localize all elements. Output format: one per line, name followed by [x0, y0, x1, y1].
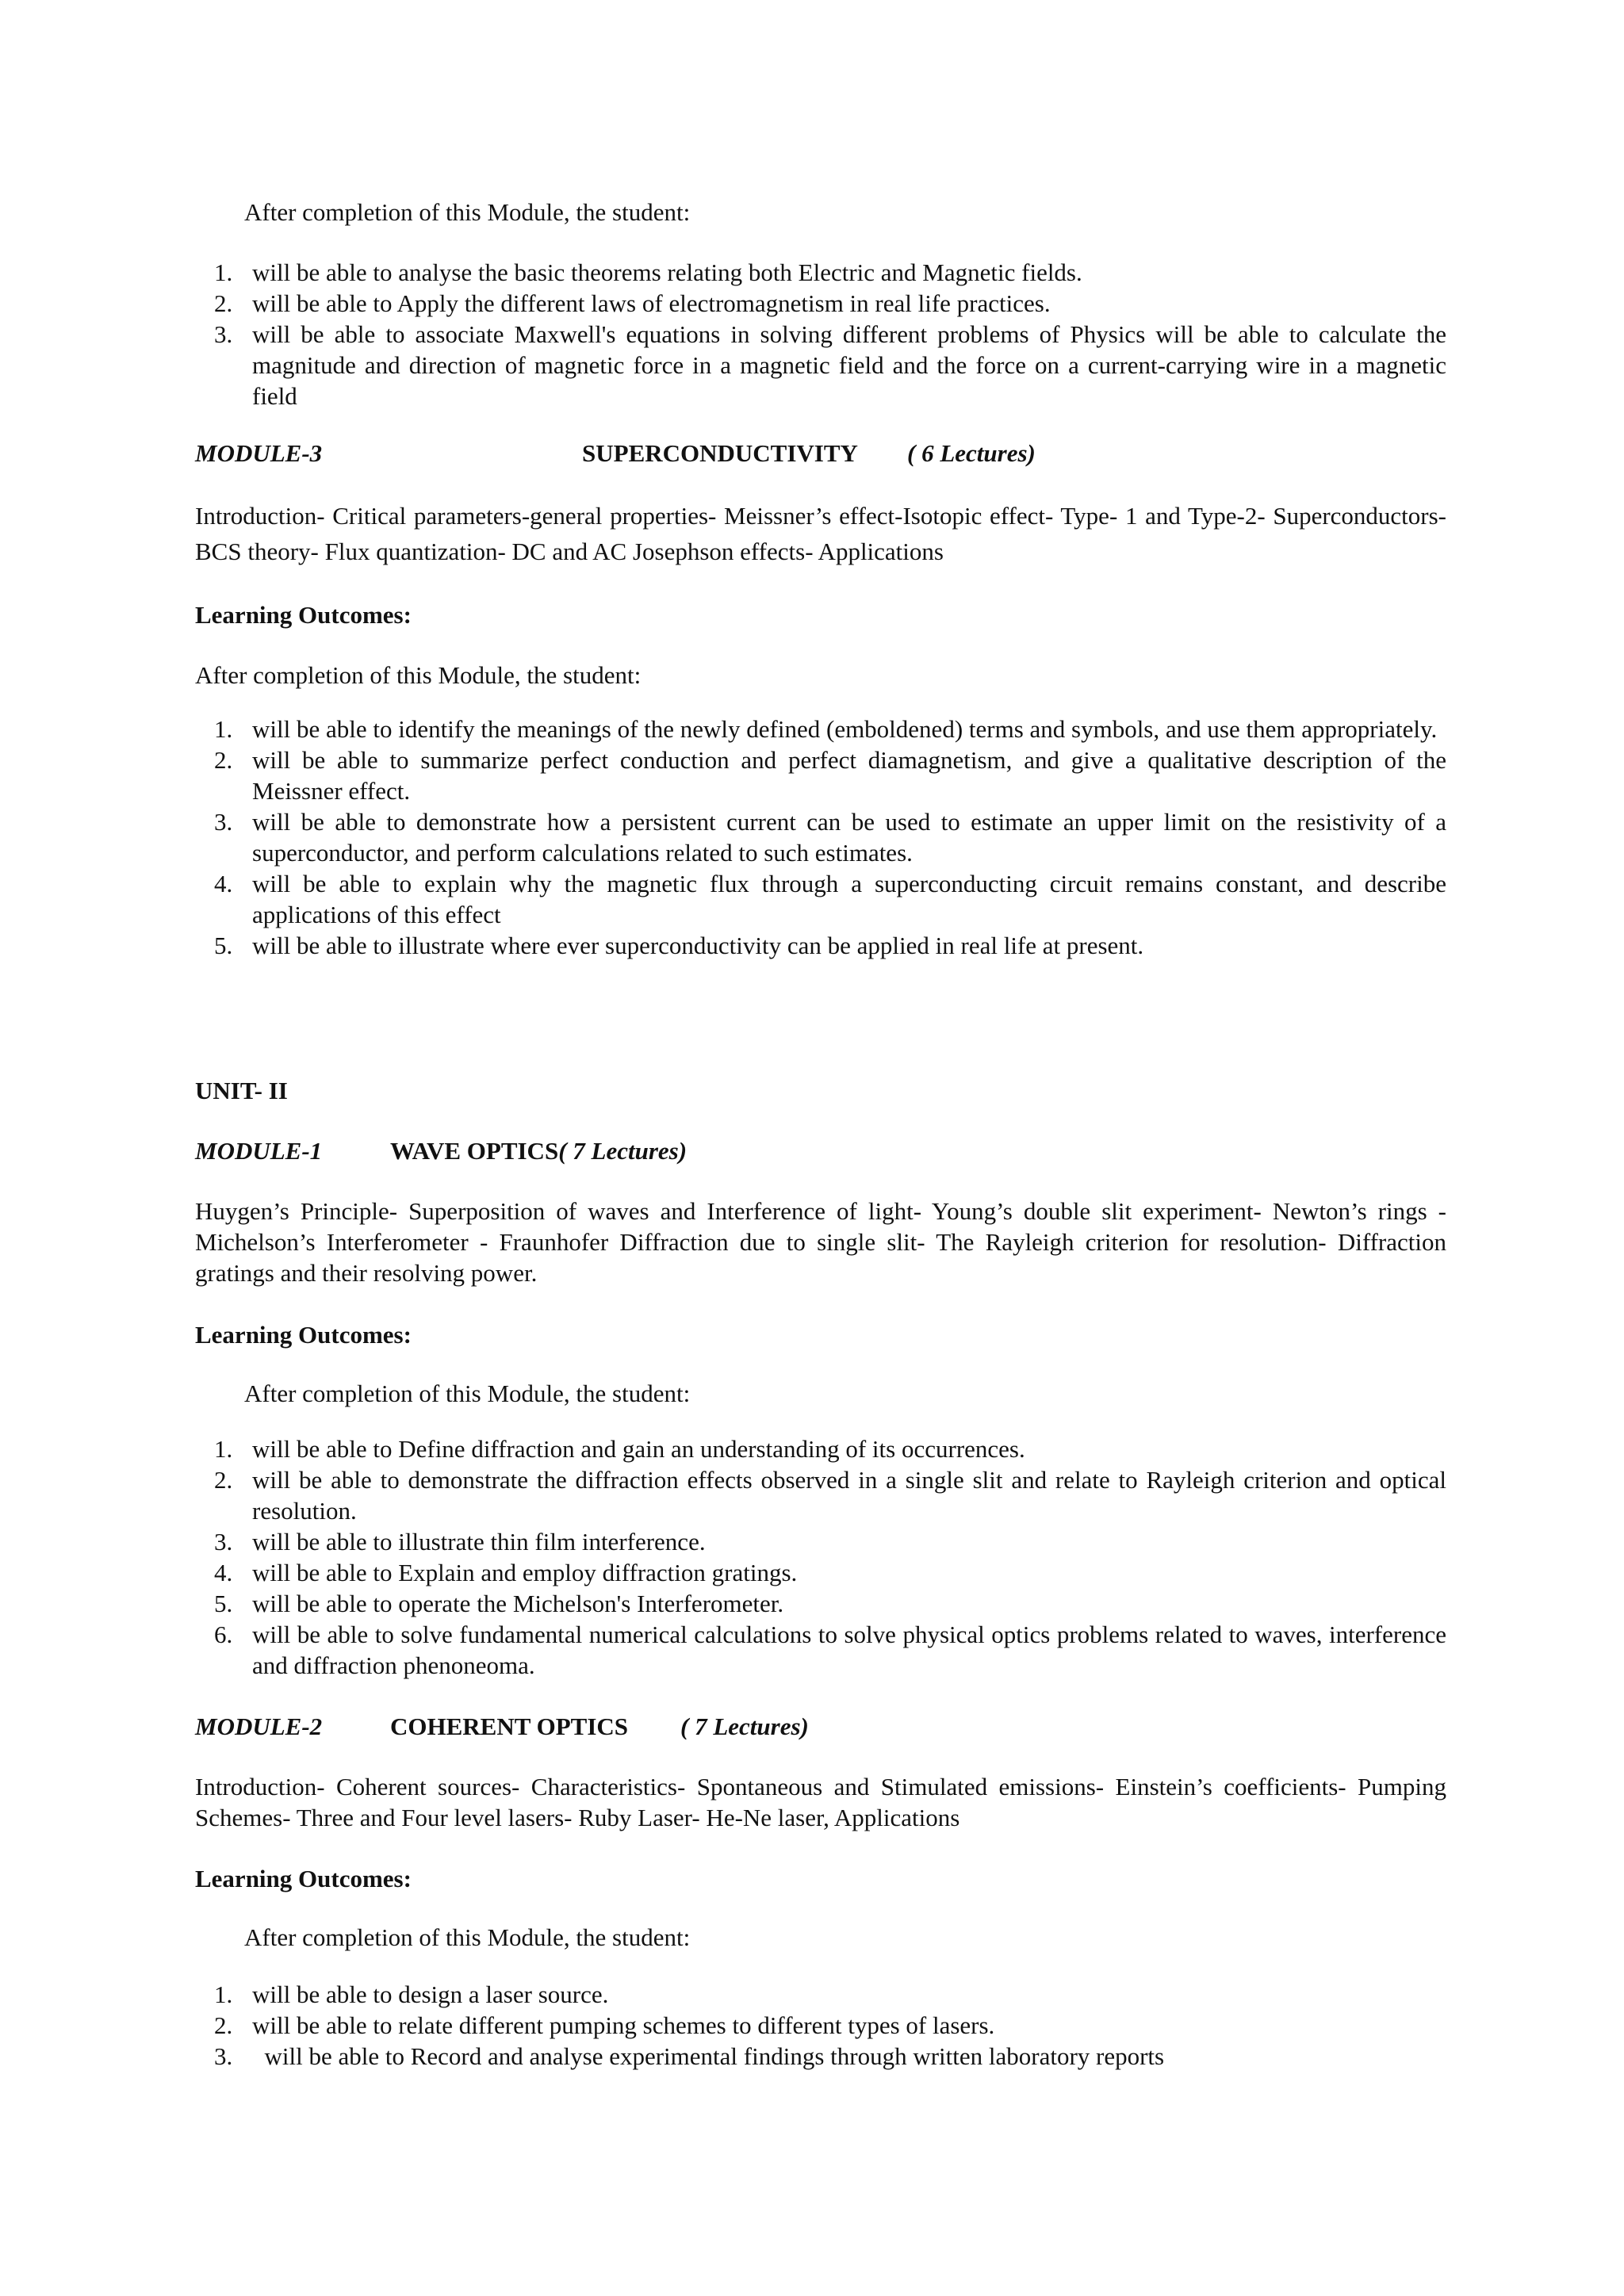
unit-heading: UNIT- II	[195, 1077, 288, 1104]
module-3-outcomes-heading: Learning Outcomes:	[195, 601, 412, 629]
module-3-intro-text: After completion of this Module, the student:	[195, 661, 642, 689]
list-item: 3. will be able to associate Maxwell's equations in solving different problems of Physics will be able to calculate the magnitude and direction of magnetic force in a magnetic field and the force on a current-carrying wire in a magnetic field	[214, 320, 1446, 410]
list-item: 4. will be able to Explain and employ diffraction gratings.	[214, 1559, 798, 1586]
module-3-label: MODULE-3	[195, 439, 323, 467]
module-2-label: MODULE-2	[195, 1712, 323, 1740]
module-2-heading	[195, 1711, 1446, 1742]
module-3-content: Introduction- Critical parameters-general properties- Meissner’s effect-Isotopic effect- Type- 1 and Type-2- Superconductors- BCS theory- Flux quantization- DC and AC Josephson effects- Applications	[195, 502, 1446, 565]
list-item: 1. will be able to design a laser source.	[214, 1980, 609, 2008]
list-item: 5. will be able to illustrate where ever superconductivity can be applied in real life at present.	[214, 932, 1144, 959]
module-1-outcomes-list	[195, 1433, 1446, 1681]
list-item: 6. will be able to solve fundamental numerical calculations to solve physical optics problems related to waves, interference and diffraction phenoneoma.	[214, 1621, 1446, 1679]
module-1-intro-text: After completion of this Module, the student:	[244, 1380, 691, 1407]
module-2-lectures: ( 7 Lectures)	[680, 1712, 809, 1740]
list-item: 2. will be able to summarize perfect conduction and perfect diamagnetism, and give a qualitative description of the Meissner effect.	[214, 746, 1446, 805]
module-3-heading	[195, 438, 1446, 469]
list-item: 2. will be able to demonstrate the diffraction effects observed in a single slit and relate to Rayleigh criterion and optical resolution.	[214, 1466, 1446, 1525]
module-3-outcomes-list	[195, 714, 1446, 961]
list-item: 1. will be able to analyse the basic theorems relating both Electric and Magnetic fields.	[214, 258, 1082, 286]
list-item: 1. will be able to Define diffraction and gain an understanding of its occurrences.	[214, 1435, 1025, 1463]
module-2-outcomes-list	[195, 1979, 1446, 2072]
module-intro-text: After completion of this Module, the student:	[244, 198, 691, 226]
module-1-label: MODULE-1	[195, 1137, 323, 1165]
outcomes-list-previous-module	[195, 257, 1446, 411]
module-1-content: Huygen’s Principle- Superposition of waves and Interference of light- Young’s double slit experiment- Newton’s rings -Michelson’s Interferometer - Fraunhofer Diffraction due to single slit- The Rayleigh criterion for resolution- Diffraction gratings and their resolving power.	[195, 1197, 1446, 1287]
module-2-content: Introduction- Coherent sources- Characteristics- Spontaneous and Stimulated emissions- Einstein’s coefficients- Pumping Schemes- Three and Four level lasers- Ruby Laser- He-Ne laser, Applications	[195, 1773, 1446, 1831]
list-item: 2. will be able to Apply the different laws of electromagnetism in real life practices.	[214, 289, 1051, 317]
list-item: 3. will be able to demonstrate how a persistent current can be used to estimate an upper limit on the resistivity of a superconductor, and perform calculations related to such estimates.	[214, 808, 1446, 867]
module-3-title: SUPERCONDUCTIVITY	[582, 439, 858, 467]
module-1-outcomes-heading: Learning Outcomes:	[195, 1321, 412, 1349]
module-1-heading	[195, 1135, 1446, 1166]
list-item: 3. will be able to Record and analyse experimental findings through written laboratory reports	[214, 2042, 1165, 2070]
module-2-title: COHERENT OPTICS	[390, 1712, 629, 1740]
module-3-lectures: ( 6 Lectures)	[907, 439, 1036, 467]
list-item: 1. will be able to identify the meanings of the newly defined (emboldened) terms and symbols, and use them appropriately.	[214, 715, 1438, 743]
module-1-lectures: ( 7 Lectures)	[558, 1137, 688, 1165]
module-1-title: WAVE OPTICS	[390, 1137, 559, 1165]
list-item: 3. will be able to illustrate thin film interference.	[214, 1528, 706, 1556]
module-2-intro-text: After completion of this Module, the student:	[244, 1923, 691, 1951]
list-item: 5. will be able to operate the Michelson's Interferometer.	[214, 1590, 784, 1617]
module-2-outcomes-heading: Learning Outcomes:	[195, 1865, 412, 1892]
list-item: 4. will be able to explain why the magnetic flux through a superconducting circuit remains constant, and describe applications of this effect	[214, 870, 1446, 928]
list-item: 2. will be able to relate different pumping schemes to different types of lasers.	[214, 2011, 995, 2039]
